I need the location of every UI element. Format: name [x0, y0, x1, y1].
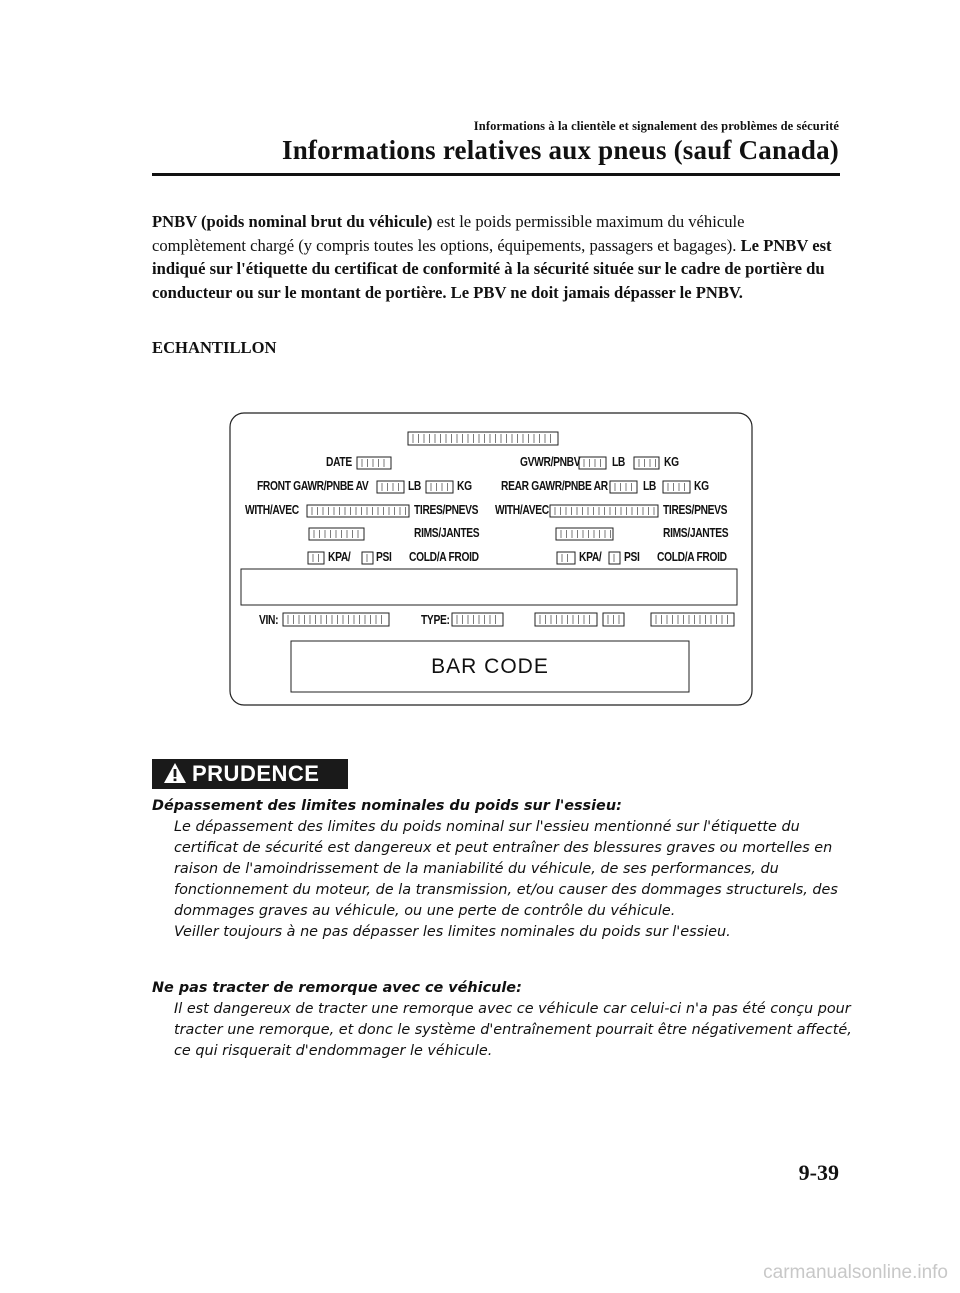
- caution-item-axle: [152, 796, 852, 943]
- intro-paragraph: [152, 210, 842, 304]
- intro-text: est le poids permissible maximum du véhicule complètement chargé (y compris toutes les options, équipements, passagers et bagages).: [152, 212, 745, 255]
- label-vin: VIN:: [259, 613, 279, 627]
- label-barcode-text: BAR CODE: [431, 655, 549, 678]
- header-subtitle: Informations à la clientèle et signalement des problèmes de sécurité: [473, 119, 839, 133]
- intro-term: PNBV (poids nominal brut du véhicule): [152, 212, 433, 231]
- label-rear-gawr: REAR GAWR/PNBE AR: [501, 479, 608, 493]
- label-rear-psi: PSI: [624, 550, 640, 564]
- label-front-cold: COLD/A FROID: [409, 550, 479, 564]
- label-date: DATE: [326, 455, 352, 469]
- label-blank-field: [241, 569, 737, 605]
- caution-badge-label: PRUDENCE: [192, 761, 320, 786]
- certification-label-illustration: [229, 412, 753, 706]
- label-rear-rims: RIMS/JANTES: [663, 526, 729, 540]
- label-front-kg: KG: [457, 479, 472, 493]
- label-gvwr-lb: LB: [612, 455, 626, 469]
- label-gvwr: GVWR/PNBV: [520, 455, 581, 469]
- label-front-psi: PSI: [376, 550, 392, 564]
- label-rear-with: WITH/AVEC: [495, 503, 549, 517]
- label-front-lb: LB: [408, 479, 422, 493]
- label-rear-kpa: KPA/: [579, 550, 602, 564]
- sample-heading: ECHANTILLON: [152, 338, 277, 357]
- caution-heading-trailer: Ne pas tracter de remorque avec ce véhicule:: [152, 980, 522, 996]
- caution-badge: [152, 759, 348, 789]
- label-top-field: [408, 432, 558, 445]
- intro-bold-text: Le PNBV est indiqué sur l'étiquette du certificat de conformité à la sécurité située sur le cadre de portière du conducteur ou sur le montant de portière. Le PBV ne doit jamais dépasser le PNBV.: [152, 235, 832, 302]
- warning-triangle-icon: [163, 762, 187, 785]
- caution-body-axle-advice: Veiller toujours à ne pas dépasser les limites nominales du poids sur l'essieu.: [174, 924, 731, 940]
- page-title: Informations relatives aux pneus (sauf Canada): [281, 135, 839, 165]
- caution-body-trailer: Il est dangereux de tracter une remorque avec ce véhicule car celui-ci n'a pas été conçu pour tracter une remorque, et donc le système d'entraînement pourrait être négativement affecté, ce qui risquerait d'endommager le véhicule.: [174, 1001, 852, 1059]
- header-divider: [152, 173, 840, 176]
- label-front-with: WITH/AVEC: [245, 503, 299, 517]
- label-rear-cold: COLD/A FROID: [657, 550, 727, 564]
- watermark: carmanualsonline.info: [763, 1262, 948, 1283]
- caution-heading-axle: Dépassement des limites nominales du poids sur l'essieu:: [152, 798, 622, 814]
- label-rear-tires: TIRES/PNEVS: [663, 503, 728, 517]
- caution-item-trailer: [152, 978, 852, 1062]
- label-front-gawr: FRONT GAWR/PNBE AV: [257, 479, 369, 493]
- caution-body-axle: Le dépassement des limites du poids nominal sur l'essieu mentionné sur l'étiquette du certificat de sécurité est dangereux et peut entraîner des blessures graves ou mortelles en raison de l'amoindrissement de la maniabilité du véhicule, de ses performances, du fonctionnement du moteur, de la transmission, et/ou causer des dommages structurels, des dommages graves au véhicule, ou une perte de contrôle du véhicule.: [174, 819, 838, 919]
- label-front-kpa: KPA/: [328, 550, 351, 564]
- label-front-rims: RIMS/JANTES: [414, 526, 480, 540]
- label-rear-lb: LB: [643, 479, 657, 493]
- label-type: TYPE:: [421, 613, 450, 627]
- page-number: 9-39: [798, 1160, 839, 1185]
- label-gvwr-kg: KG: [664, 455, 679, 469]
- label-front-tires: TIRES/PNEVS: [414, 503, 479, 517]
- label-rear-kg: KG: [694, 479, 709, 493]
